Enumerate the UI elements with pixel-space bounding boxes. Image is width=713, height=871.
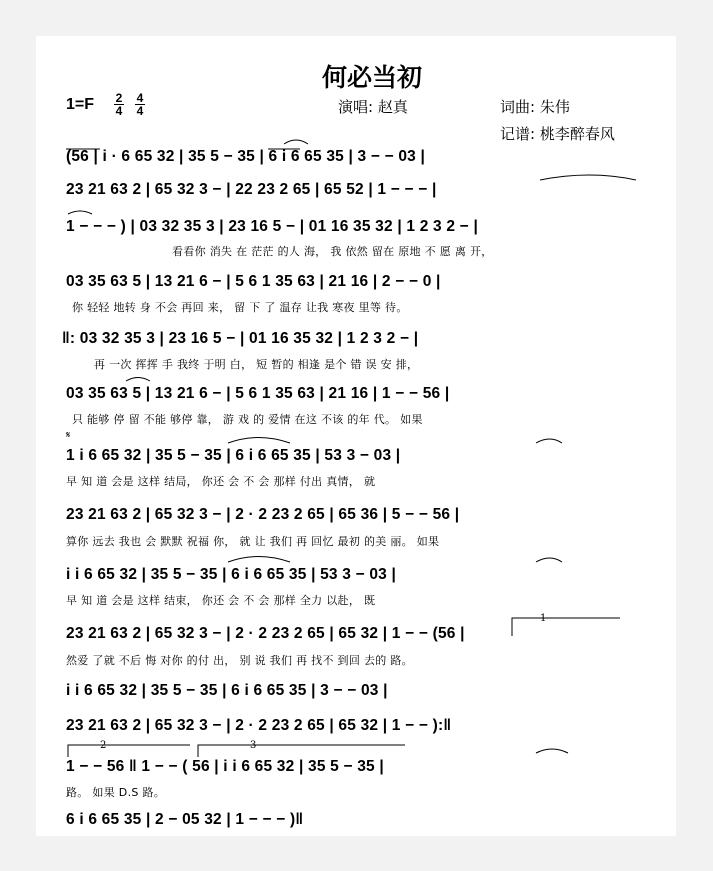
- notation-line-14: 6 i 6 65 35 | 2 − 05 32 | 1 − − − )‖: [66, 811, 304, 828]
- notation-line-2: 23 21 63 2 | 65 32 3 − | 22 23 2 65 | 65 52 | 1 − − − |: [66, 181, 437, 198]
- notation-line-5: ‖: 03 32 35 3 | 23 16 5 − | 01 16 35 32 | 1 2 3 2 − |: [62, 330, 419, 347]
- time-signature-4-4: [135, 92, 145, 117]
- notation-line-10: 23 21 63 2 | 65 32 3 − | 2 · 2 23 2 65 | 65 32 | 1 − − (56 |: [66, 625, 465, 642]
- notation-line-9: i i 6 65 32 | 35 5 − 35 | 6 i 6 65 35 | 53 3 − 03 |: [66, 566, 397, 583]
- notation-line-11: i i 6 65 32 | 35 5 − 35 | 6 i 6 65 35 | 3 − − 03 |: [66, 682, 388, 699]
- lyric-line-7: 早 知 道 会是 这样 结局， 你还 会 不 会 那样 付出 真情， 就: [66, 475, 376, 488]
- lyric-line-4: 你 轻轻 地转 身 不会 再回 来， 留 下 了 温存 让我 寒夜 里等 待。: [72, 301, 408, 314]
- singer-credit: 演唱: 赵真: [338, 98, 408, 116]
- notation-line-3: 1 − − − ) | 03 32 35 3 | 23 16 5 − | 01 16 35 32 | 1 2 3 2 − |: [66, 218, 478, 235]
- time-sig-numerator: 4: [136, 91, 144, 105]
- key-signature: 1=F: [66, 96, 95, 113]
- lyric-line-13: 路。 如果 D.S 路。: [66, 786, 166, 799]
- time-signature-2-4: [114, 92, 124, 117]
- lyric-line-3: 看看你 消失 在 茫茫 的人 海， 我 依然 留在 原地 不 愿 离 开，: [172, 245, 493, 258]
- volta-2-label: 2: [100, 740, 107, 751]
- notation-line-6: 03 35 63 5 | 13 21 6 − | 5 6 1 35 63 | 21 16 | 1 − − 56 |: [66, 385, 450, 402]
- notation-line-7: 1 i 6 65 32 | 35 5 − 35 | 6 i 6 65 35 | 53 3 − 03 |: [66, 447, 401, 464]
- notation-line-13: 1 − − 56 ‖ 1 − − ( 56 | i i 6 65 32 | 35 5 − 35 |: [66, 758, 384, 775]
- song-title: 何必当初: [322, 63, 423, 92]
- composer-credit: 词曲: 朱伟: [500, 98, 570, 116]
- notation-line-1: (56 | i · 6 65 32 | 35 5 − 35 | 6 i 6 65 35 | 3 − − 03 |: [66, 148, 426, 165]
- transcriber-credit: 记谱: 桃李醉春风: [500, 125, 615, 143]
- lyric-line-8: 算你 远去 我也 会 默默 祝福 你， 就 让 我们 再 回忆 最初 的美 丽。 如果: [66, 535, 440, 548]
- volta-3-label: 3: [250, 740, 257, 751]
- segno-sign: 𝄋: [66, 430, 71, 441]
- time-sig-denominator: 4: [115, 104, 123, 118]
- time-sig-denominator: 4: [136, 104, 144, 118]
- lyric-line-10: 然爱 了就 不后 悔 对你 的付 出， 别 说 我们 再 找不 到回 去的 路。: [66, 654, 413, 667]
- lyric-line-9: 早 知 道 会是 这样 结束， 你还 会 不 会 那样 全力 以赴， 既: [66, 594, 376, 607]
- volta-1-label: 1: [540, 613, 547, 624]
- time-sig-numerator: 2: [115, 91, 123, 105]
- notation-line-4: 03 35 63 5 | 13 21 6 − | 5 6 1 35 63 | 21 16 | 2 − − 0 |: [66, 273, 441, 290]
- notation-line-8: 23 21 63 2 | 65 32 3 − | 2 · 2 23 2 65 | 65 36 | 5 − − 56 |: [66, 506, 460, 523]
- lyric-line-6: 只 能够 停 留 不能 够停 靠， 游 戏 的 爱情 在这 不该 的年 代。 如果: [72, 413, 423, 426]
- notation-line-12: 23 21 63 2 | 65 32 3 − | 2 · 2 23 2 65 | 65 32 | 1 − − ):‖: [66, 717, 452, 734]
- lyric-line-5: 再 一次 挥挥 手 我终 于明 白， 短 暂的 相逢 是个 错 误 安 排，: [94, 358, 419, 371]
